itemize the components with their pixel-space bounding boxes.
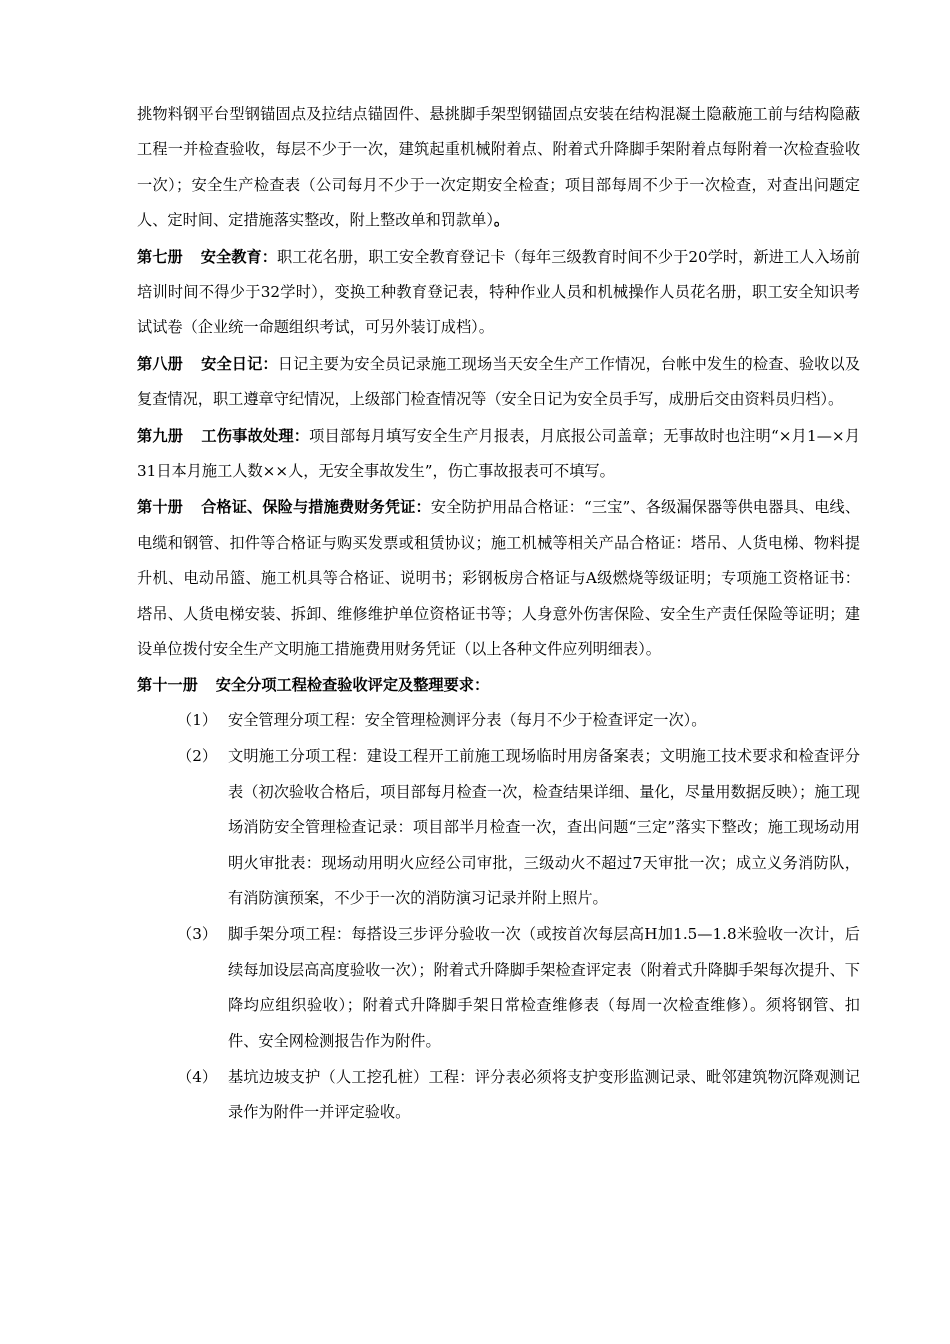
list-item-text: 脚手架分项工程：每搭设三步评分验收一次（或按首次每层高H加1.5—1.8米验收一次计，后续每加设层高高度验收一次）；附着式升降脚手架检查评定表（附着式升降脚手架每次提升、下降均应组织验收）；附着式升降脚手架日常检查维修表（每周一次检查维修）。须将钢管、扣件、安全网检测报告作为附件。 [228, 925, 860, 1050]
list-item [177, 1060, 860, 1131]
volume-7-title: 安全教育： [200, 247, 277, 266]
list-item-number: （1） [177, 710, 218, 729]
list-item [177, 703, 860, 738]
volume-10-number: 第十册 [137, 498, 183, 517]
list-item-text: 基坑边坡支护（人工挖孔桩）工程：评分表必须将支护变形监测记录、毗邻建筑物沉降观测记录作为附件一并评定验收。 [228, 1067, 860, 1122]
list-item-text: 安全管理分项工程：安全管理检测评分表（每月不少于检查评定一次）。 [228, 710, 707, 729]
intro-text: 挑物料钢平台型钢锚固点及拉结点锚固件、悬挑脚手架型钢锚固点安装在结构混凝土隐蔽施工前与结构隐蔽工程一并检查验收，每层不少于一次，建筑起重机械附着点、附着式升降脚手架附着点每附着一次检查验收一次）；安全生产检查表（公司每月不少于一次定期安全检查；项目部每周不少于一次检查，对查出问题定人、定时间、定措施落实整改，附上整改单和罚款单） [137, 105, 860, 230]
volume-8-title: 安全日记： [200, 354, 278, 373]
volume-9-body: 项目部每月填写安全生产月报表，月底报公司盖章；无事故时也注明“×月1—×月31日本月施工人数××人，无安全事故发生”，伤亡事故报表可不填写。 [137, 426, 861, 481]
list-item-number: （4） [177, 1067, 218, 1086]
volume-8-paragraph [137, 347, 860, 418]
volume-9-number: 第九册 [137, 426, 184, 445]
volume-8-number: 第八册 [137, 354, 183, 373]
intro-paragraph [137, 97, 860, 239]
volume-7-paragraph [137, 240, 860, 346]
list-item-number: （2） [177, 747, 218, 766]
volume-10-title: 合格证、保险与措施费财务凭证： [200, 498, 431, 517]
volume-11-title: 安全分项工程检查验收评定及整理要求： [215, 675, 490, 694]
intro-end-mark: 。 [493, 211, 510, 230]
volume-8-body: 日记主要为安全员记录施工现场当天安全生产工作情况，台帐中发生的检查、验收以及复查情况，职工遵章守纪情况，上级部门检查情况等（安全日记为安全员手写，成册后交由资料员归档）。 [137, 354, 861, 409]
list-item-number: （3） [177, 925, 218, 944]
numbered-list [137, 703, 860, 1131]
list-item [177, 739, 860, 916]
volume-7-body: 职工花名册，职工安全教育登记卡（每年三级教育时间不少于20学时，新进工人入场前培训时间不得少于32学时），变换工种教育登记表，特种作业人员和机械操作人员花名册，职工安全知识考试试卷（企业统一命题组织考试，可另外装订成档）。 [137, 247, 861, 337]
volume-11-number: 第十一册 [137, 675, 198, 694]
volume-9-title: 工伤事故处理： [201, 426, 310, 445]
list-item [177, 917, 860, 1059]
volume-11-heading [137, 668, 860, 703]
volume-10-paragraph [137, 490, 860, 667]
volume-7-number: 第七册 [137, 247, 183, 266]
volume-10-body: 安全防护用品合格证：“三宝”、各级漏保器等供电器具、电线、电缆和钢管、扣件等合格证与购买发票或租赁协议；施工机械等相关产品合格证：塔吊、人货电梯、物料提升机、电动吊篮、施工机具等合格证、说明书；彩钢板房合格证与A级燃烧等级证明；专项施工资格证书：塔吊、人货电梯安装、拆卸、维修维护单位资格证书等；人身意外伤害保险、安全生产责任保险等证明；建设单位拨付安全生产文明施工措施费用财务凭证（以上各种文件应列明细表）。 [137, 498, 861, 659]
volume-9-paragraph [137, 419, 860, 490]
list-item-text: 文明施工分项工程：建设工程开工前施工现场临时用房备案表；文明施工技术要求和检查评分表（初次验收合格后，项目部每月检查一次，检查结果详细、量化，尽量用数据反映）；施工现场消防安全管理检查记录：项目部半月检查一次，查出问题“三定”落实下整改；施工现场动用明火审批表：现场动用明火应经公司审批，三级动火不超过7天审批一次；成立义务消防队，有消防演预案，不少于一次的消防演习记录并附上照片。 [228, 747, 860, 907]
